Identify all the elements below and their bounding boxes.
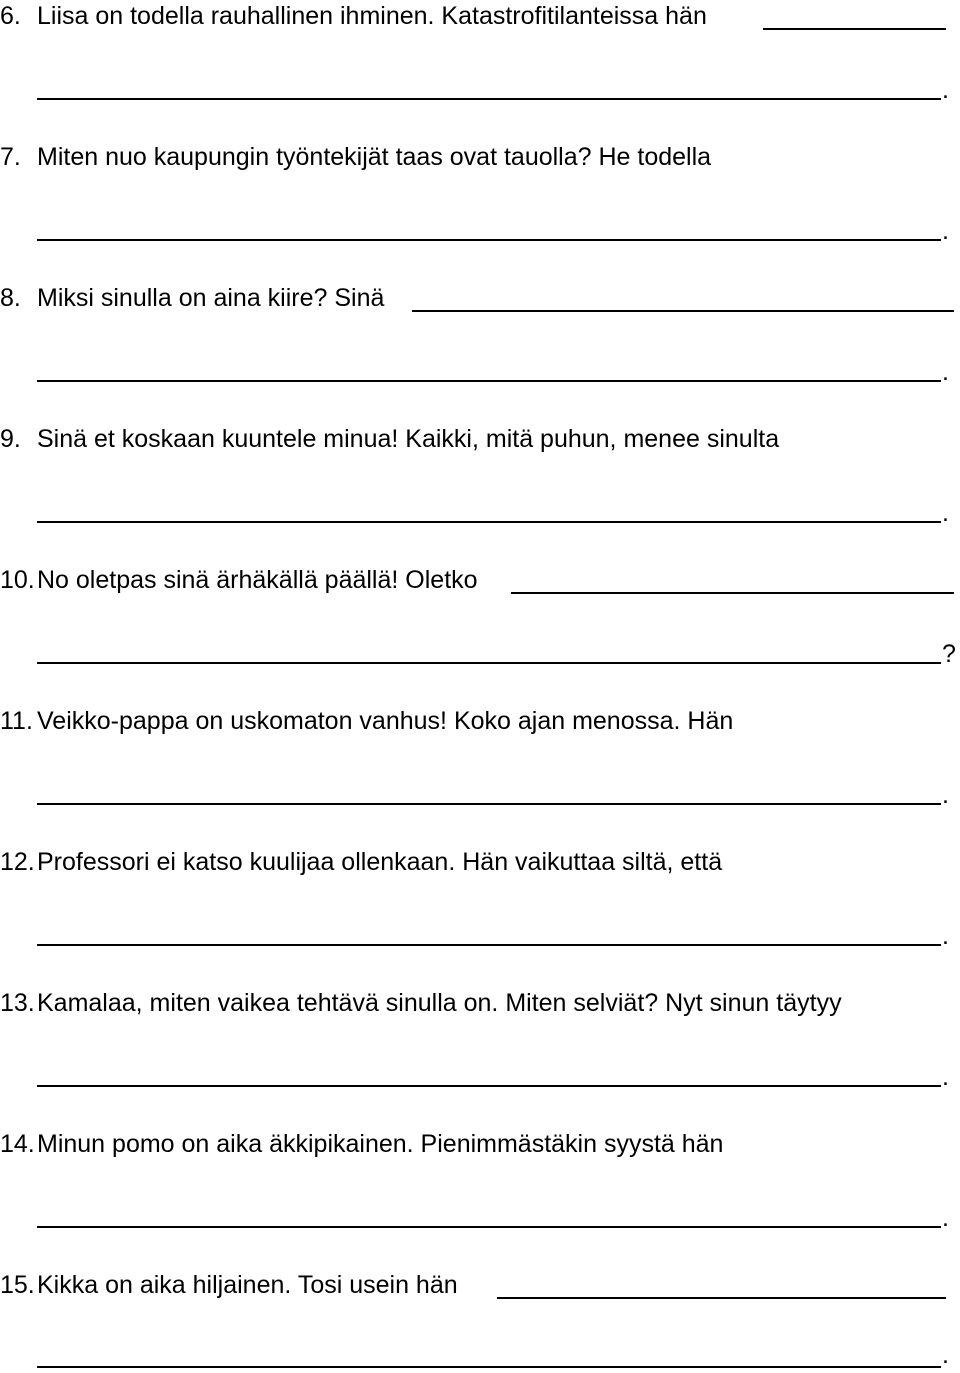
- exercise-number: 10.: [0, 566, 35, 594]
- sentence-end-mark: .: [942, 499, 949, 527]
- answer-line[interactable]: [37, 239, 941, 241]
- exercise-prompt: Kikka on aika hiljainen. Tosi usein hän: [37, 1271, 458, 1299]
- exercise-number: 6.: [0, 2, 21, 30]
- sentence-end-mark: .: [942, 217, 949, 245]
- answer-line[interactable]: [37, 1366, 941, 1368]
- exercise-prompt: Minun pomo on aika äkkipikainen. Pienimmästäkin syystä hän: [37, 1130, 724, 1158]
- answer-line[interactable]: [37, 803, 941, 805]
- exercise-number: 8.: [0, 284, 21, 312]
- inline-answer-blank[interactable]: [412, 310, 954, 312]
- exercise-prompt: Miten nuo kaupungin työntekijät taas ovat tauolla? He todella: [37, 143, 712, 171]
- exercise-item: [0, 705, 960, 846]
- sentence-end-mark: .: [942, 1341, 949, 1369]
- exercise-item: [0, 846, 960, 987]
- answer-line[interactable]: [37, 380, 941, 382]
- exercise-number: 15.: [0, 1271, 35, 1299]
- answer-line[interactable]: [37, 1085, 941, 1087]
- exercise-prompt: No oletpas sinä ärhäkällä päällä! Oletko: [37, 566, 478, 594]
- answer-line[interactable]: [37, 98, 941, 100]
- exercise-number: 13.: [0, 989, 35, 1017]
- exercise-number: 12.: [0, 848, 35, 876]
- exercise-number: 9.: [0, 425, 21, 453]
- exercise-item: [0, 141, 960, 282]
- sentence-end-mark: .: [942, 76, 949, 104]
- answer-line[interactable]: [37, 1226, 941, 1228]
- sentence-end-mark: ?: [942, 640, 956, 668]
- exercise-item: [0, 564, 960, 705]
- inline-answer-blank[interactable]: [511, 592, 954, 594]
- exercise-item: [0, 987, 960, 1128]
- exercise-item: [0, 1269, 960, 1373]
- inline-answer-blank[interactable]: [763, 28, 946, 30]
- exercise-item: [0, 282, 960, 423]
- answer-line[interactable]: [37, 521, 941, 523]
- exercise-prompt: Liisa on todella rauhallinen ihminen. Katastrofitilanteissa hän: [37, 2, 707, 30]
- exercise-prompt: Kamalaa, miten vaikea tehtävä sinulla on. Miten selviät? Nyt sinun täytyy: [37, 989, 842, 1017]
- exercise-prompt: Sinä et koskaan kuuntele minua! Kaikki, mitä puhun, menee sinulta: [37, 425, 780, 453]
- inline-answer-blank[interactable]: [497, 1297, 946, 1299]
- exercise-item: [0, 423, 960, 564]
- sentence-end-mark: .: [942, 781, 949, 809]
- exercise-number: 7.: [0, 143, 21, 171]
- sentence-end-mark: .: [942, 1204, 949, 1232]
- exercise-prompt: Miksi sinulla on aina kiire? Sinä: [37, 284, 385, 312]
- exercise-prompt: Veikko-pappa on uskomaton vanhus! Koko ajan menossa. Hän: [37, 707, 734, 735]
- sentence-end-mark: .: [942, 922, 949, 950]
- exercise-item: [0, 1128, 960, 1269]
- exercise-number: 14.: [0, 1130, 35, 1158]
- sentence-end-mark: .: [942, 358, 949, 386]
- exercise-number: 11.: [0, 707, 33, 735]
- exercise-item: [0, 0, 960, 141]
- answer-line[interactable]: [37, 662, 941, 664]
- answer-line[interactable]: [37, 944, 941, 946]
- sentence-end-mark: .: [942, 1063, 949, 1091]
- exercise-prompt: Professori ei katso kuulijaa ollenkaan. Hän vaikuttaa siltä, että: [37, 848, 723, 876]
